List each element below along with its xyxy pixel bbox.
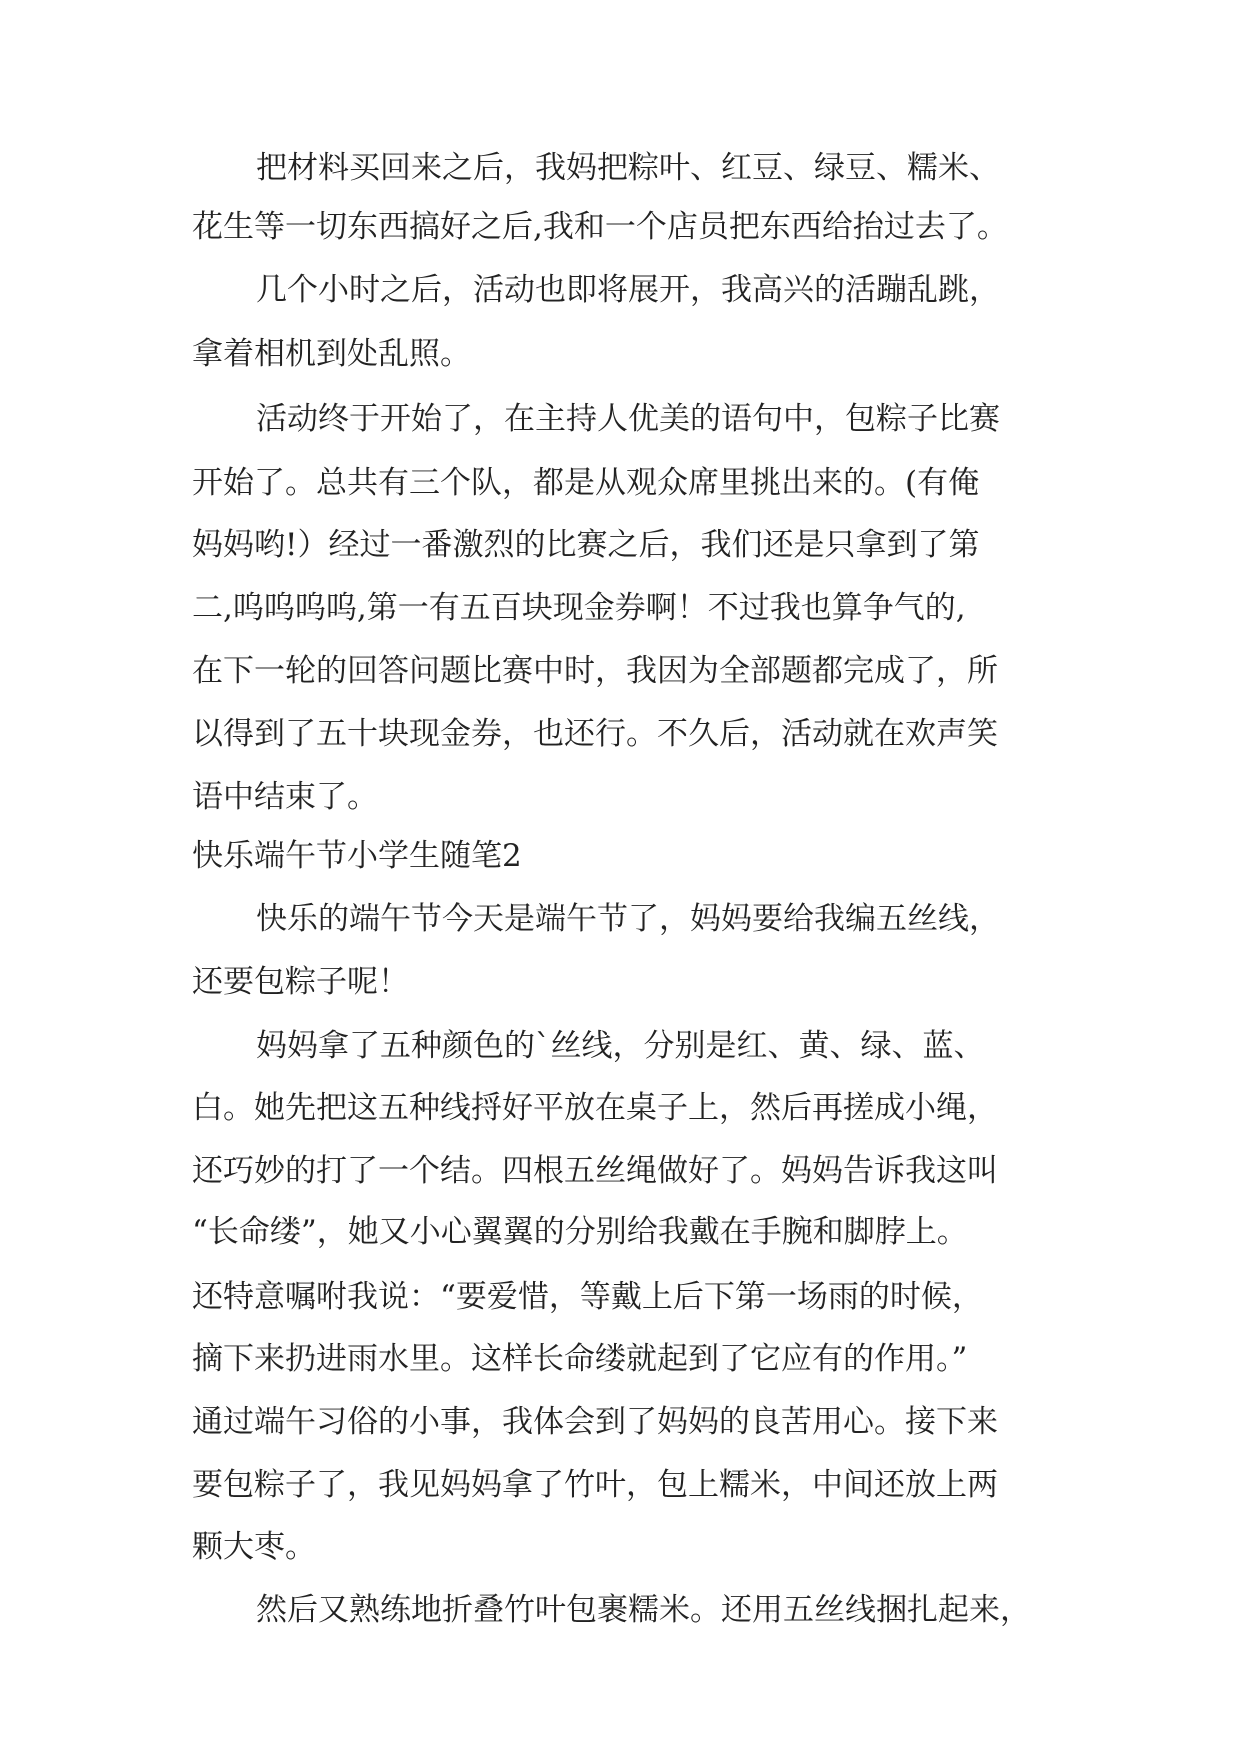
paragraph-line: 还巧妙的打了一个结。四根五丝绳做好了。妈妈告诉我这叫 xyxy=(192,1153,998,1189)
paragraph-line: 白。她先把这五种线捋好平放在桌子上，然后再搓成小绳， xyxy=(192,1090,998,1126)
section-title: 快乐端午节小学生随笔2 xyxy=(192,838,522,874)
paragraph-line: 把材料买回来之后，我妈把粽叶、红豆、绿豆、糯米、 xyxy=(256,150,1000,186)
paragraph-line: 要包粽子了，我见妈妈拿了竹叶，包上糯米，中间还放上两 xyxy=(192,1467,998,1503)
paragraph-line: 妈妈拿了五种颜色的`丝线，分别是红、黄、绿、蓝、 xyxy=(256,1028,985,1064)
paragraph-line: 快乐的端午节今天是端午节了，妈妈要给我编五丝线， xyxy=(256,901,1000,937)
paragraph-line: 在下一轮的回答问题比赛中时，我因为全部题都完成了，所 xyxy=(192,653,998,689)
paragraph-line: 以得到了五十块现金券，也还行。不久后，活动就在欢声笑 xyxy=(192,716,998,752)
paragraph-line: 语中结束了。 xyxy=(192,779,378,815)
paragraph-line: 颗大枣。 xyxy=(192,1529,316,1565)
paragraph-line: 通过端午习俗的小事，我体会到了妈妈的良苦用心。接下来 xyxy=(192,1404,998,1440)
paragraph-line: 二,呜呜呜呜,第一有五百块现金券啊！不过我也算争气的, xyxy=(192,590,966,626)
paragraph-line: 摘下来扔进雨水里。这样长命缕就起到了它应有的作用。” xyxy=(192,1341,968,1377)
paragraph-line: 还要包粽子呢！ xyxy=(192,964,409,1000)
paragraph-line: 妈妈哟!）经过一番激烈的比赛之后，我们还是只拿到了第 xyxy=(192,527,980,563)
paragraph-line: 拿着相机到处乱照。 xyxy=(192,336,471,372)
paragraph-line: 花生等一切东西搞好之后,我和一个店员把东西给抬过去了。 xyxy=(192,209,1008,245)
paragraph-line: “长命缕”，她又小心翼翼的分别给我戴在手腕和脚脖上。 xyxy=(192,1214,968,1250)
paragraph-line: 然后又熟练地折叠竹叶包裹糯米。还用五丝线捆扎起来， xyxy=(256,1592,1031,1628)
paragraph-line: 还特意嘱咐我说：“要爱惜，等戴上后下第一场雨的时候， xyxy=(192,1279,983,1315)
paragraph-line: 开始了。总共有三个队，都是从观众席里挑出来的。(有俺 xyxy=(192,465,980,501)
paragraph-line: 几个小时之后，活动也即将展开，我高兴的活蹦乱跳， xyxy=(256,272,1000,308)
paragraph-line: 活动终于开始了，在主持人优美的语句中，包粽子比赛 xyxy=(256,401,1000,437)
